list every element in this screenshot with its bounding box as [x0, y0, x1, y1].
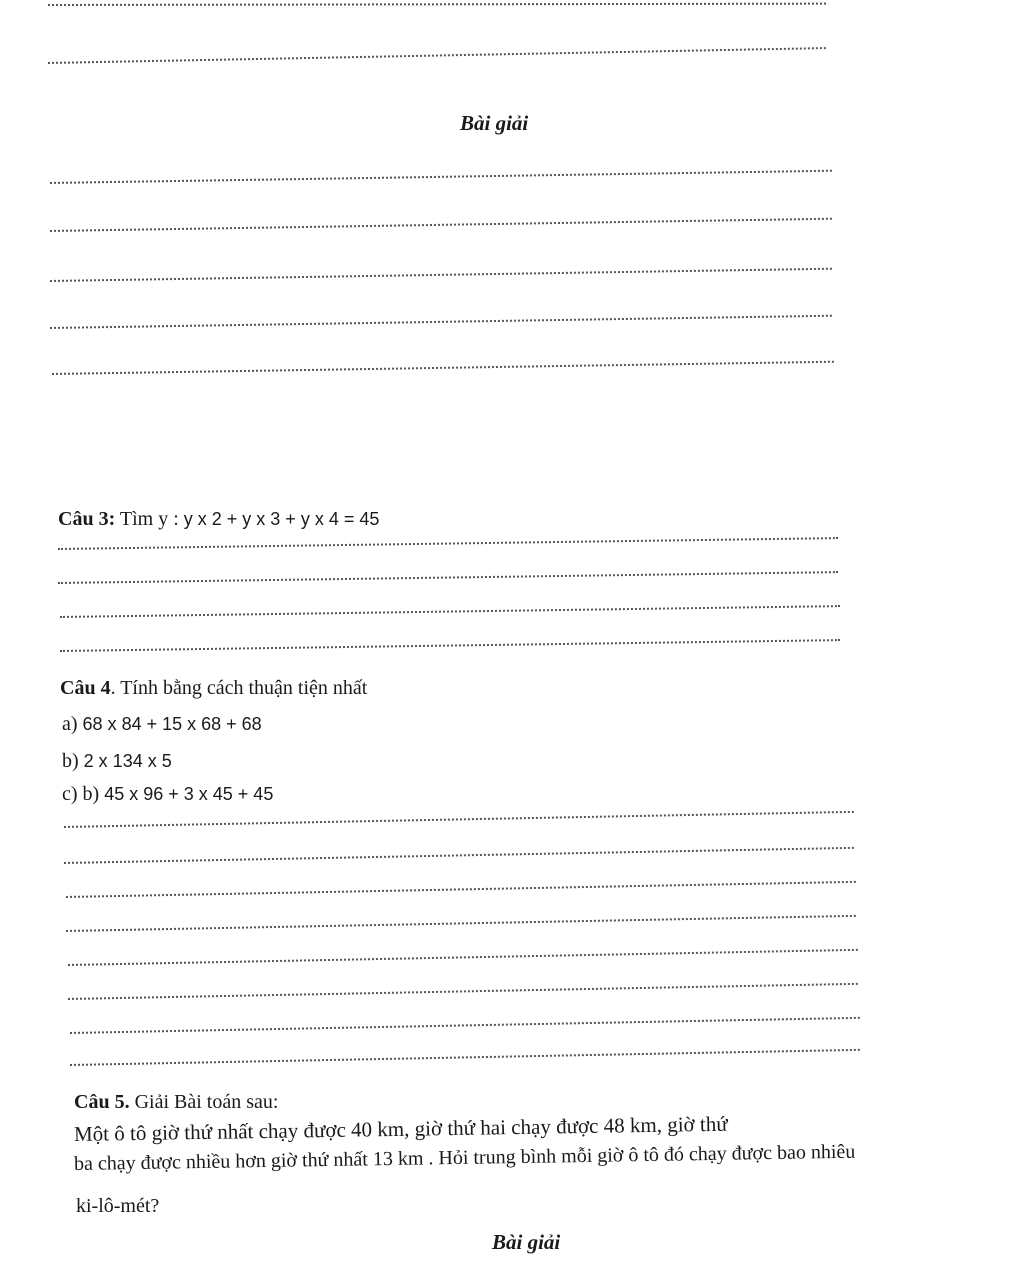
question-3-text: Tìm y : [119, 508, 179, 530]
solution-heading: Bài giải [460, 111, 529, 135]
question-5-text: Giải Bài toán sau: [134, 1091, 279, 1113]
question-4 [60, 676, 367, 700]
answer-line [64, 847, 854, 864]
item-expression: 45 x 96 + 3 x 45 + 45 [104, 784, 274, 804]
answer-line [60, 639, 840, 652]
question-5 [74, 1090, 278, 1114]
answer-line [50, 170, 832, 184]
answer-line [66, 915, 856, 932]
item-prefix: a) [62, 713, 78, 735]
item-prefix: b) [62, 750, 79, 772]
answer-line [58, 571, 838, 584]
answer-line [68, 949, 858, 966]
answer-line [48, 3, 826, 6]
problem-line: Một ô tô giờ thứ nhất chạy được 40 km, giờ thứ hai chạy được 48 km, giờ thứ [73, 1111, 728, 1146]
answer-line [48, 47, 826, 64]
answer-line [50, 315, 832, 329]
answer-line [60, 605, 840, 618]
problem-line: ba chạy được nhiều hơn giờ thứ nhất 13 km . Hỏi trung bình mỗi giờ ô tô đó chạy được bao nhiêu [73, 1140, 856, 1175]
item-expression: 2 x 134 x 5 [83, 751, 172, 771]
problem-line: ki-lô-mét? [76, 1195, 160, 1217]
item-expression: 68 x 84 + 15 x 68 + 68 [82, 714, 262, 734]
answer-line [70, 1049, 860, 1066]
question-4-text: . Tính bằng cách thuận tiện nhất [110, 677, 368, 699]
answer-line [66, 881, 856, 898]
answer-line [58, 537, 838, 550]
question-4-item-a [62, 712, 262, 736]
question-3-equation: y x 2 + y x 3 + y x 4 = 45 [183, 509, 380, 529]
question-4-label: Câu 4 [60, 677, 111, 699]
question-3-label: Câu 3: [58, 508, 116, 530]
solution-heading: Bài giải [492, 1230, 561, 1254]
question-5-label: Câu 5. [74, 1091, 130, 1113]
answer-line [64, 811, 854, 828]
question-3 [58, 507, 379, 531]
answer-line [50, 218, 832, 232]
question-4-item-c [62, 782, 273, 806]
answer-line [52, 361, 834, 375]
item-prefix: c) b) [62, 783, 100, 805]
answer-line [68, 983, 858, 1000]
answer-line [70, 1017, 860, 1034]
question-4-item-b [62, 749, 172, 773]
answer-line [50, 268, 832, 282]
